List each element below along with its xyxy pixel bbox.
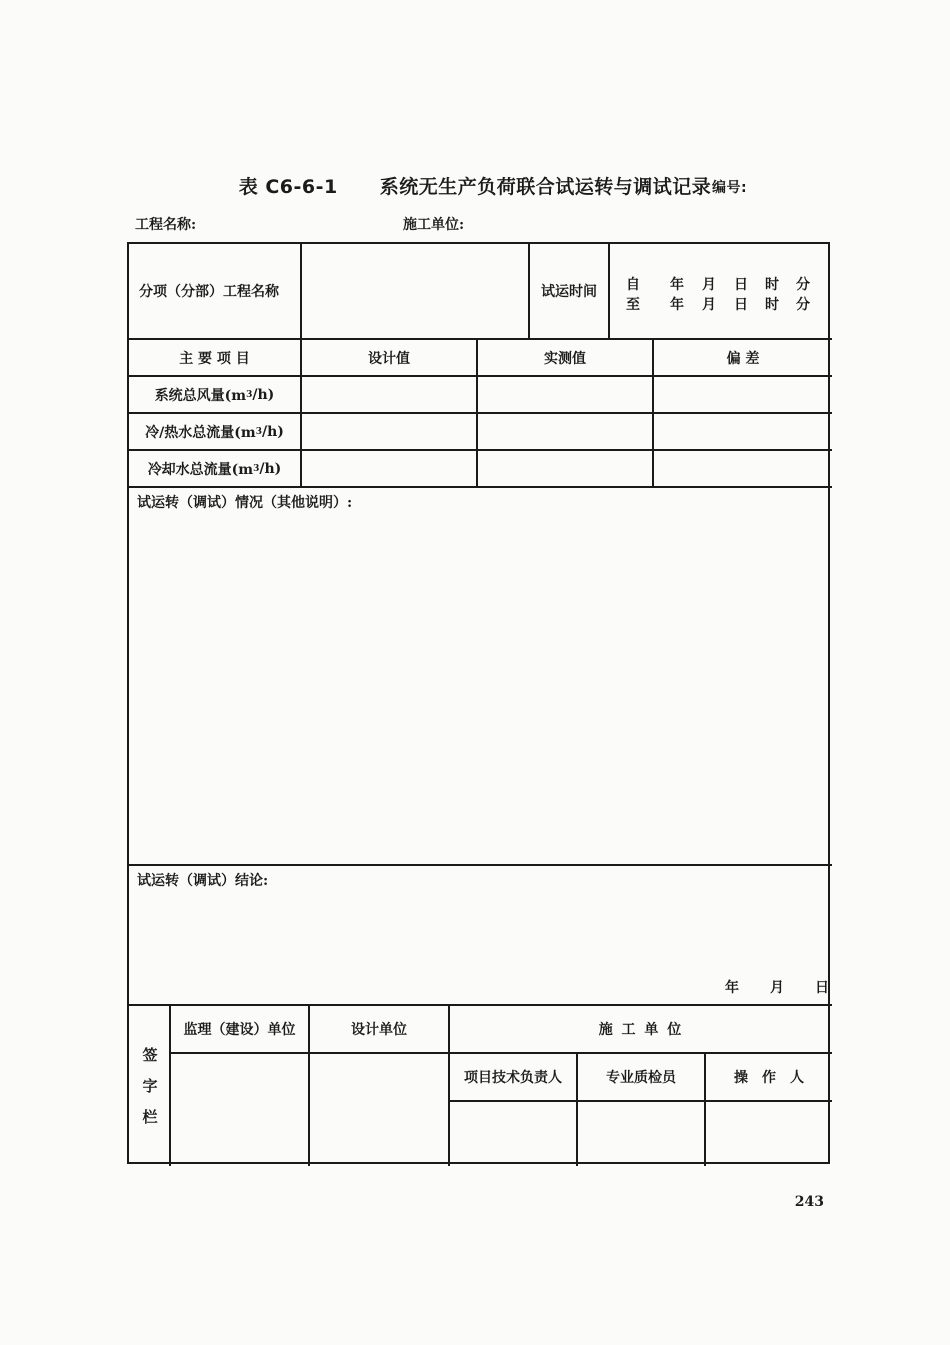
- operator-label: 操 作 人: [734, 1070, 804, 1086]
- water-flow-measured[interactable]: [478, 414, 652, 449]
- row-cooling-water-label: 冷却水总流量(m 3 /h): [147, 460, 282, 478]
- design-unit-label: 设计单位: [351, 1022, 407, 1038]
- subproject-value[interactable]: [302, 244, 528, 338]
- trial-time-label: 试运时间: [541, 284, 597, 300]
- trial-time-fields[interactable]: 自 年 月 日 时 分 至 年 月 日 时 分: [610, 244, 832, 338]
- signature-side-label: 签 字 栏: [142, 1045, 158, 1126]
- form-number-label: 编号:: [712, 180, 748, 196]
- form-code: 表 C6-6-1: [238, 176, 338, 198]
- header-design-value: 设计值: [368, 350, 410, 367]
- header-measured-value: 实测值: [544, 350, 586, 367]
- cooling-water-design[interactable]: [302, 451, 476, 486]
- water-flow-deviation[interactable]: [654, 414, 832, 449]
- design-signature-field[interactable]: [310, 1054, 448, 1166]
- conclusion-label: 试运转（调试）结论:: [137, 873, 269, 889]
- operator-signature-field[interactable]: [706, 1102, 832, 1166]
- page-number: 243: [794, 1194, 824, 1210]
- record-form: [127, 242, 830, 1164]
- cooling-water-deviation[interactable]: [654, 451, 832, 486]
- row-water-flow-label: 冷/热水总流量(m 3 /h): [145, 423, 284, 441]
- header-deviation: 偏 差: [726, 350, 760, 367]
- form-title: [0, 172, 950, 199]
- conclusion-date: 年 月 日: [725, 980, 830, 996]
- supervision-unit-label: 监理（建设）单位: [183, 1022, 296, 1038]
- situation-label: 试运转（调试）情况（其他说明）:: [137, 495, 353, 511]
- project-name-label: 工程名称:: [135, 217, 197, 233]
- quality-signature-field[interactable]: [578, 1102, 704, 1166]
- quality-inspector-label: 专业质检员: [606, 1070, 676, 1086]
- tech-lead-signature-field[interactable]: [450, 1102, 576, 1166]
- air-volume-deviation[interactable]: [654, 377, 832, 412]
- row-air-volume-label: 系统总风量(m 3 /h): [154, 386, 275, 404]
- subproject-label: 分项（分部）工程名称: [139, 284, 279, 300]
- header-main-item: 主 要 项 目: [179, 350, 250, 367]
- form-name: 系统无生产负荷联合试运转与调试记录: [379, 176, 712, 198]
- from-label: 自: [626, 277, 640, 293]
- water-flow-design[interactable]: [302, 414, 476, 449]
- air-volume-design[interactable]: [302, 377, 476, 412]
- air-volume-measured[interactable]: [478, 377, 652, 412]
- situation-content[interactable]: [137, 514, 822, 862]
- tech-lead-label: 项目技术负责人: [464, 1070, 562, 1086]
- contractor-label: 施工单位:: [403, 217, 465, 233]
- cooling-water-measured[interactable]: [478, 451, 652, 486]
- construction-unit-label: 施 工 单 位: [598, 1022, 684, 1038]
- to-label: 至: [626, 297, 640, 313]
- supervision-signature-field[interactable]: [171, 1054, 308, 1166]
